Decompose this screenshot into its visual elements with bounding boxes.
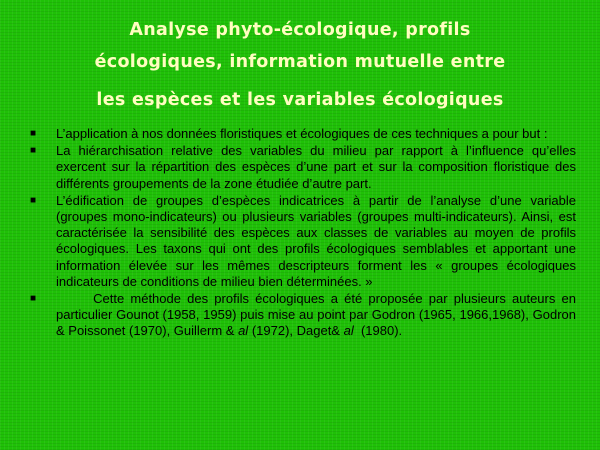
bullet-item	[30, 192, 576, 290]
bullet-item	[30, 291, 580, 340]
bullet-list	[30, 126, 580, 341]
slide-title	[20, 14, 580, 116]
bullet-text-italic: al	[238, 323, 249, 339]
square-bullet-icon: ■	[30, 128, 37, 139]
bullet-item	[30, 143, 576, 192]
bullet-text-part: (1972), Daget&	[248, 323, 344, 339]
square-bullet-icon: ■	[30, 145, 37, 157]
bullet-item	[30, 126, 576, 142]
bullet-text: L’édification de groupes d’espèces indicatrices à partir de l’analyse d’une variable (groupes mono-indicateurs) ou plusieurs variables (groupes multi-indicateurs). Ainsi, est caractérisée la sensibilité des espèces aux classes de variables au moyen de profils écologiques. Les taxons qui ont des profils écologiques semblables et apportant une information élevée sur les mêmes descripteurs forment les « groupes écologiques indicateurs de conditions de milieu bien déterminées. »	[56, 192, 576, 289]
slide-title-line-1: Analyse phyto-écologique, profils	[129, 20, 471, 40]
square-bullet-icon: ■	[30, 194, 37, 206]
bullet-text: La hiérarchisation relative des variables du milieu par rapport à l’influence qu’elles exercent sur la répartition des espèces d’une part et sur la composition floristique des différents groupements de la zone étudiée d’autre part.	[56, 143, 576, 191]
bullet-text: L’application à nos données floristiques et écologiques de ces techniques a pour but :	[56, 126, 548, 141]
slide-title-line-2: écologiques, information mutuelle entre	[94, 52, 506, 72]
bullet-text-part: Cette méthode des profils écologiques a été proposée par plusieurs auteurs en particulier Gounot (1958, 1959) puis mise au point par Godron (1965, 1966,1968), Godron & Poissonet (1970), Guillerm &	[56, 291, 580, 339]
square-bullet-icon: ■	[30, 293, 37, 305]
slide-title-line-3: les espèces et les variables écologiques	[96, 90, 504, 110]
bullet-text-italic: al	[343, 323, 354, 339]
bullet-text	[56, 291, 580, 338]
bullet-text-part: (1980).	[353, 323, 403, 339]
